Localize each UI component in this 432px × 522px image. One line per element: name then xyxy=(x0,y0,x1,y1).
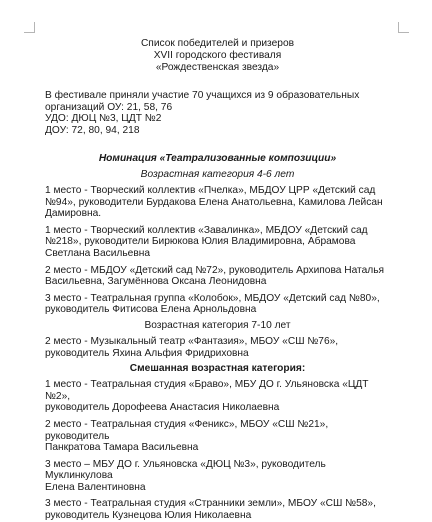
list-item xyxy=(45,225,390,260)
entry-line: 2 место - МБДОУ «Детский сад №72», руководитель Архипова Наталья xyxy=(45,264,385,276)
intro-line-1: В фестивале приняли участие 70 учащихся из 9 образовательных xyxy=(45,90,360,101)
age-category-heading: Смешанная возрастная категория: xyxy=(129,363,306,375)
document-page xyxy=(45,38,390,522)
page-corner-mark-left xyxy=(24,22,35,33)
title-line-1: Список победителей и призеров xyxy=(140,38,295,49)
intro-line-2: организаций ОУ: 21, 58, 76 xyxy=(45,101,173,113)
age-category-heading: Возрастная категория 7-10 лет xyxy=(144,319,291,331)
list-item xyxy=(45,459,390,494)
document-title xyxy=(45,38,390,74)
intro-line-4: ДОУ: 72, 80, 94, 218 xyxy=(45,124,140,136)
title-line-3: «Рождественская звезда» xyxy=(155,62,280,73)
entry-line: 1 место - Творческий коллектив «Завалинка», МБДОУ «Детский сад xyxy=(45,224,368,236)
entry-line: 3 место - Театральная группа «Колобок», МБДОУ «Детский сад №80», xyxy=(45,292,380,304)
entry-line: Светлана Васильевна xyxy=(45,247,151,259)
list-item xyxy=(45,185,390,220)
list-item xyxy=(45,336,390,359)
list-item xyxy=(45,265,390,288)
list-item xyxy=(45,498,390,521)
entry-line: Васильевна, Загумённова Оксана Леонидовна xyxy=(45,276,267,288)
entry-line: Панкратова Тамара Васильевна xyxy=(45,442,199,454)
entry-line: Дамировна. xyxy=(45,208,102,220)
entry-line: 3 место – МБУ ДО г. Ульяновска «ДЮЦ №3», руководитель Муклинкулова xyxy=(45,458,326,482)
entry-line: руководитель Дорофеева Анастасия Николаевна xyxy=(45,402,280,414)
intro-line-3: УДО: ДЮЦ №3, ЦДТ №2 xyxy=(45,113,162,124)
entry-line: 3 место - Театральная студия «Странники земли», МБОУ «СШ №58», xyxy=(45,498,376,510)
entry-line: 2 место - Театральная студия «Феникс», МБОУ «СШ №21», руководитель xyxy=(45,418,329,442)
list-item xyxy=(45,293,390,316)
nomination-heading: Номинация «Театрализованные композиции» xyxy=(98,153,337,164)
entry-line: 1 место - Театральная студия «Браво», МБУ ДО г. Ульяновска «ЦДТ №2», xyxy=(45,379,369,402)
entry-line: 2 место - Музыкальный театр «Фантазия», МБОУ «СШ №76», xyxy=(45,335,339,347)
page-corner-mark-right xyxy=(398,22,409,33)
entry-line: №94», руководители Бурдакова Елена Анатольевна, Камилова Лейсан xyxy=(45,196,383,208)
entry-line: руководитель Яхина Альфия Фридриховна xyxy=(45,347,249,359)
entry-line: №218», руководители Бирюкова Юлия Владимировна, Абрамова xyxy=(45,236,356,248)
entry-line: Елена Валентиновна xyxy=(45,481,146,493)
age-category-heading: Возрастная категория 4-6 лет xyxy=(140,169,295,180)
entry-line: руководитель Кузнецова Юлия Николаевна xyxy=(45,510,252,522)
title-line-2: XVII городского фестиваля xyxy=(153,50,282,61)
entry-line: 1 место - Творческий коллектив «Пчелка», МБДОУ ЦРР «Детский сад xyxy=(45,185,376,196)
list-item xyxy=(45,419,390,454)
entry-line: руководитель Фитисова Елена Арнольдовна xyxy=(45,304,257,316)
list-item xyxy=(45,379,390,414)
intro-paragraph xyxy=(45,90,390,136)
